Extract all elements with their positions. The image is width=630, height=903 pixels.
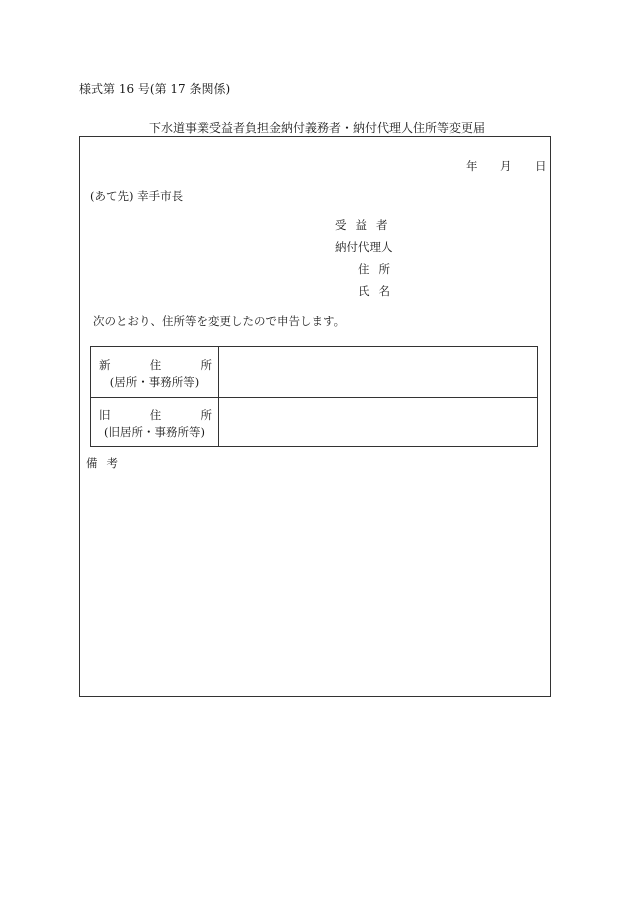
payment-agent-label: 納付代理人	[335, 240, 393, 254]
signer-address-label[interactable]: 住所	[358, 262, 399, 276]
signer-name-label[interactable]: 氏名	[358, 284, 399, 298]
address-change-table	[90, 346, 538, 447]
date-year-label[interactable]: 年	[466, 159, 478, 173]
statement-text: 次のとおり、住所等を変更したので申告します。	[93, 314, 346, 328]
new-address-row	[91, 347, 537, 398]
new-address-char: 住	[149, 358, 162, 372]
date-day-label[interactable]: 日	[535, 159, 547, 173]
old-address-char: 所	[200, 408, 212, 422]
new-address-char: 所	[200, 358, 212, 372]
new-address-field[interactable]	[219, 347, 537, 397]
form-number: 様式第 16 号(第 17 条関係)	[79, 82, 231, 96]
form-title: 下水道事業受益者負担金納付義務者・納付代理人住所等変更届	[148, 121, 485, 135]
date-month-label[interactable]: 月	[500, 159, 512, 173]
remarks-label: 備考	[86, 456, 127, 470]
old-address-row	[91, 397, 537, 446]
old-address-field[interactable]	[219, 397, 537, 446]
beneficiary-label: 受益者	[335, 218, 397, 232]
new-address-sublabel: (居所・事務所等)	[109, 375, 200, 389]
addressee: (あて先) 幸手市長	[90, 189, 184, 203]
old-address-char: 旧	[99, 408, 111, 422]
new-address-char: 新	[99, 358, 111, 372]
new-address-label	[91, 347, 219, 397]
old-address-sublabel: (旧居所・事務所等)	[104, 425, 205, 439]
old-address-char: 住	[149, 408, 162, 422]
old-address-label	[91, 397, 219, 446]
